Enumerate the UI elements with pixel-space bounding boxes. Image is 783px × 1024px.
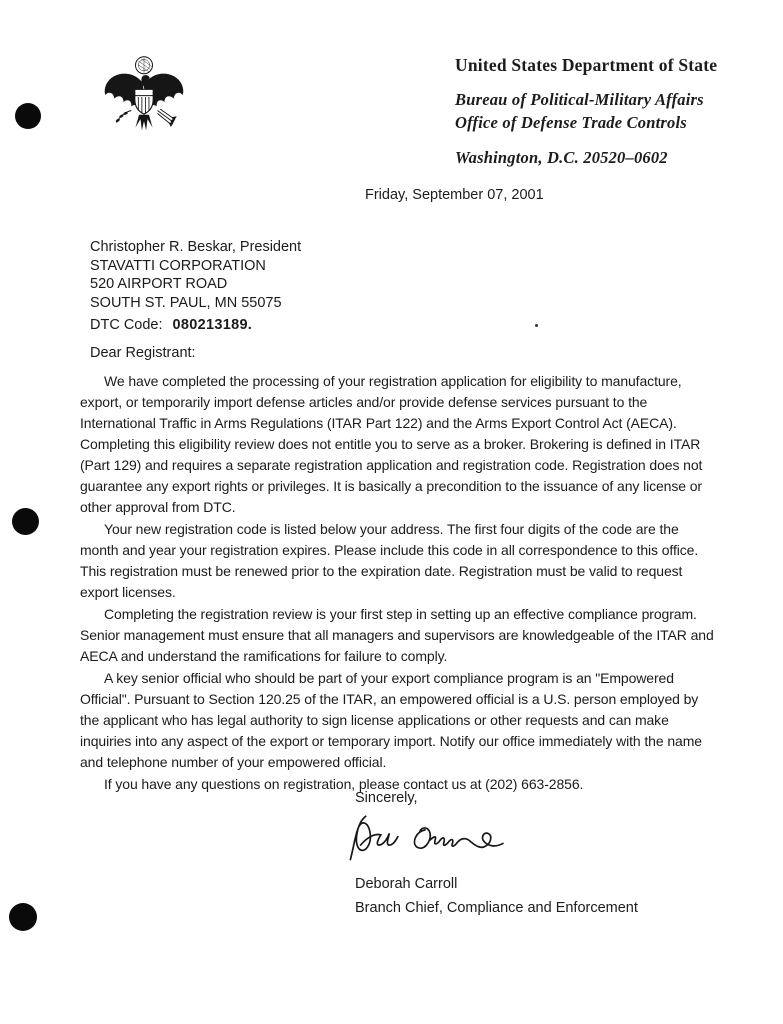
body-paragraph: Your new registration code is listed below your address. The first four digits of the code are the month and year your registration expires. Please include this code in all correspondence to this office. This registration must be renewed prior to the expiration date. Registration must be valid to request export licenses. — [80, 521, 699, 600]
recipient-address — [90, 238, 301, 312]
scan-speck — [535, 324, 538, 327]
agency-location: Washington, D.C. 20520–0602 — [455, 148, 668, 167]
signature-icon — [347, 811, 638, 871]
letter-body — [80, 371, 718, 796]
great-seal-icon — [98, 54, 190, 143]
dtc-code-label: DTC Code: — [90, 317, 163, 333]
dtc-code-line — [90, 317, 252, 333]
body-paragraph: A key senior official who should be part of your export compliance program is an "Empowered Official". Pursuant to Section 120.25 of the ITAR, an empowered official is a U.S. person employed by the applicant who has legal authority to sign license applications or other requests and can make inquiries into any aspect of the export or temporary import. Notify our office immediately with the name and telephone number of your empowered official. — [80, 670, 702, 770]
letterhead — [455, 55, 765, 171]
recipient-company: STAVATTI CORPORATION — [90, 257, 266, 274]
dtc-code-value: 080213189. — [172, 317, 253, 333]
letter-date: Friday, September 07, 2001 — [365, 187, 544, 203]
recipient-name: Christopher R. Beskar, President — [90, 239, 302, 255]
hole-punch-mark — [12, 508, 39, 535]
agency-name: United States Department of State — [455, 55, 718, 75]
hole-punch-mark — [15, 103, 41, 129]
office-name: Office of Defense Trade Controls — [455, 113, 687, 132]
recipient-street: 520 AIRPORT ROAD — [90, 276, 228, 292]
recipient-city: SOUTH ST. PAUL, MN 55075 — [90, 294, 282, 311]
body-paragraph: We have completed the processing of your registration application for eligibility to manufacture, export, or temporarily import defense articles and/or provide defense services pursuant to the International Traffic in Arms Regulations (ITAR Part 122) and the Arms Export Control Act (AECA). Completing this eligibility review does not entitle you to serve as a broker. Brokering is defined in ITAR (Part 129) and requires a separate registration application and registration code. Registration does not guarantee any export rights or privileges. It is basically a precondition to the issuance of any license or other approval from DTC. — [80, 373, 703, 515]
bureau-name: Bureau of Political-Military Affairs — [455, 90, 704, 109]
signer-title: Branch Chief, Compliance and Enforcement — [355, 900, 638, 916]
salutation: Dear Registrant: — [90, 345, 196, 361]
valediction: Sincerely, — [355, 790, 418, 806]
hole-punch-mark — [9, 903, 37, 931]
body-paragraph: If you have any questions on registration, please contact us at (202) 663-2856. — [104, 776, 584, 792]
signer-name: Deborah Carroll — [355, 876, 458, 892]
body-paragraph: Completing the registration review is your first step in setting up an effective compliance program. Senior management must ensure that all managers and supervisors are knowledgeable of the ITAR and AECA and understand the ramifications for failure to comply. — [80, 606, 714, 664]
closing-block — [355, 787, 638, 919]
